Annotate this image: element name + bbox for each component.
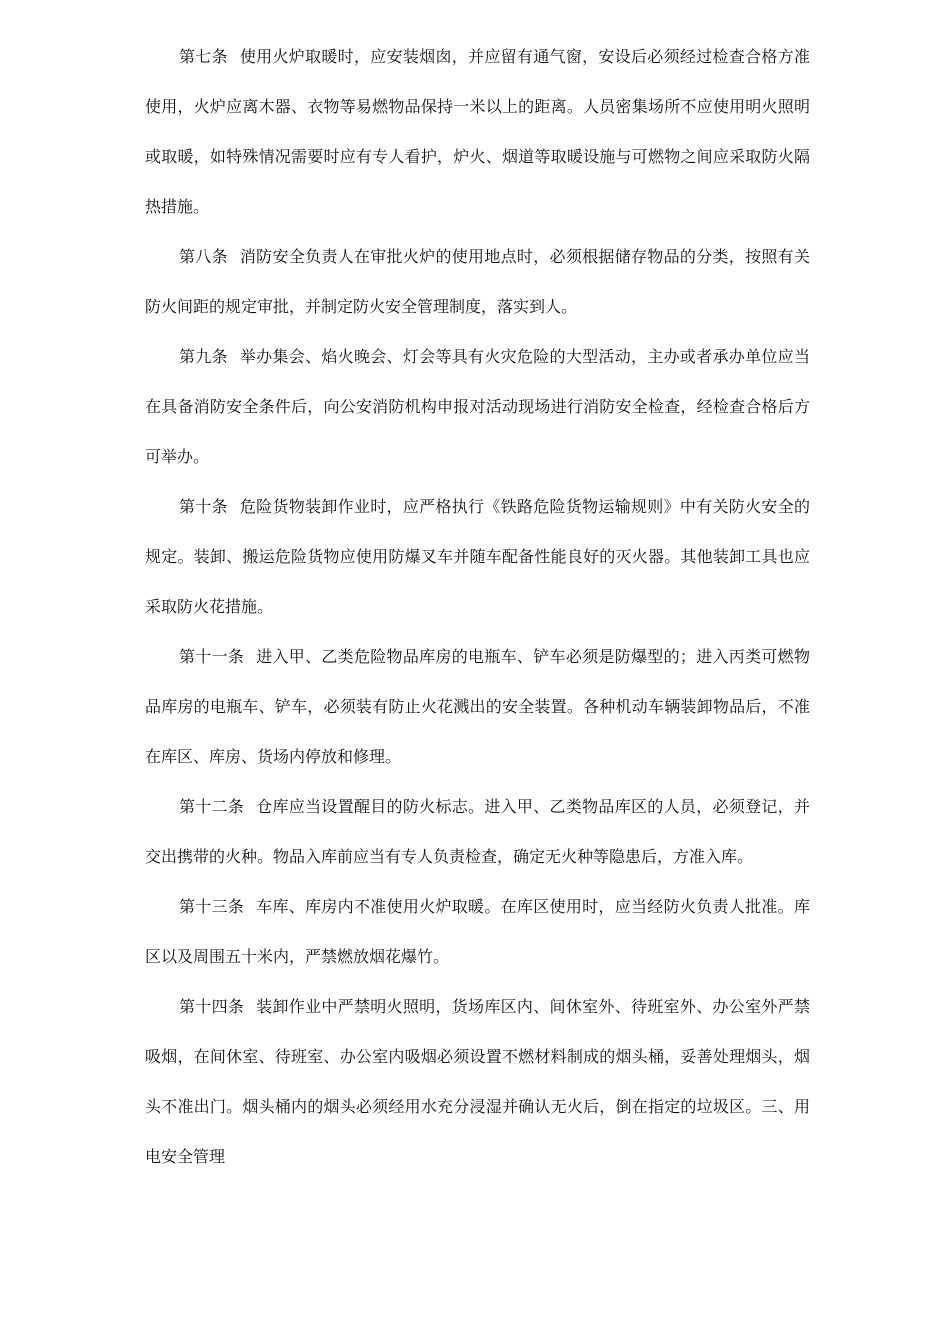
article-number: 第十三条 xyxy=(179,897,245,916)
article-number: 第八条 xyxy=(179,247,228,266)
article-14 xyxy=(145,982,810,1182)
article-text: 危险货物装卸作业时，应严格执行《铁路危险货物运输规则》中有关防火安全的规定。装卸、搬运危险货物应使用防爆叉车并随车配备性能良好的灭火器。其他装卸工具也应采取防火花措施。 xyxy=(145,497,810,616)
article-text: 举办集会、焰火晚会、灯会等具有火灾危险的大型活动，主办或者承办单位应当在具备消防安全条件后，向公安消防机构申报对活动现场进行消防安全检查，经检查合格后方可举办。 xyxy=(145,347,810,466)
article-10 xyxy=(145,482,810,632)
article-8 xyxy=(145,232,810,332)
document-body xyxy=(145,32,810,1182)
article-number: 第七条 xyxy=(179,47,228,66)
article-text: 进入甲、乙类危险物品库房的电瓶车、铲车必须是防爆型的；进入丙类可燃物品库房的电瓶车、铲车，必须装有防止火花溅出的安全装置。各种机动车辆装卸物品后，不准在库区、库房、货场内停放和修理。 xyxy=(145,647,810,766)
article-text: 消防安全负责人在审批火炉的使用地点时，必须根据储存物品的分类，按照有关防火间距的规定审批，并制定防火安全管理制度，落实到人。 xyxy=(145,247,810,316)
article-12 xyxy=(145,782,810,882)
article-11 xyxy=(145,632,810,782)
article-text: 仓库应当设置醒目的防火标志。进入甲、乙类物品库区的人员，必须登记，并交出携带的火种。物品入库前应当有专人负责检查，确定无火种等隐患后，方准入库。 xyxy=(145,797,810,866)
article-text: 装卸作业中严禁明火照明，货场库区内、间休室外、待班室外、办公室外严禁吸烟，在间休室、待班室、办公室内吸烟必须设置不燃材料制成的烟头桶，妥善处理烟头，烟头不准出门。烟头桶内的烟头必须经用水充分浸湿并确认无火后，倒在指定的垃圾区。三、用电安全管理 xyxy=(145,997,810,1166)
article-text: 使用火炉取暖时，应安装烟囱，并应留有通气窗，安设后必须经过检查合格方准使用，火炉应离木器、衣物等易燃物品保持一米以上的距离。人员密集场所不应使用明火照明或取暖，如特殊情况需要时应有专人看护，炉火、烟道等取暖设施与可燃物之间应采取防火隔热措施。 xyxy=(145,47,810,216)
article-number: 第九条 xyxy=(179,347,228,366)
article-number: 第十四条 xyxy=(179,997,245,1016)
article-number: 第十条 xyxy=(179,497,228,516)
article-13 xyxy=(145,882,810,982)
article-number: 第十一条 xyxy=(179,647,245,666)
article-text: 车库、库房内不准使用火炉取暖。在库区使用时，应当经防火负责人批准。库区以及周围五十米内，严禁燃放烟花爆竹。 xyxy=(145,897,810,966)
article-7 xyxy=(145,32,810,232)
article-9 xyxy=(145,332,810,482)
article-number: 第十二条 xyxy=(179,797,245,816)
